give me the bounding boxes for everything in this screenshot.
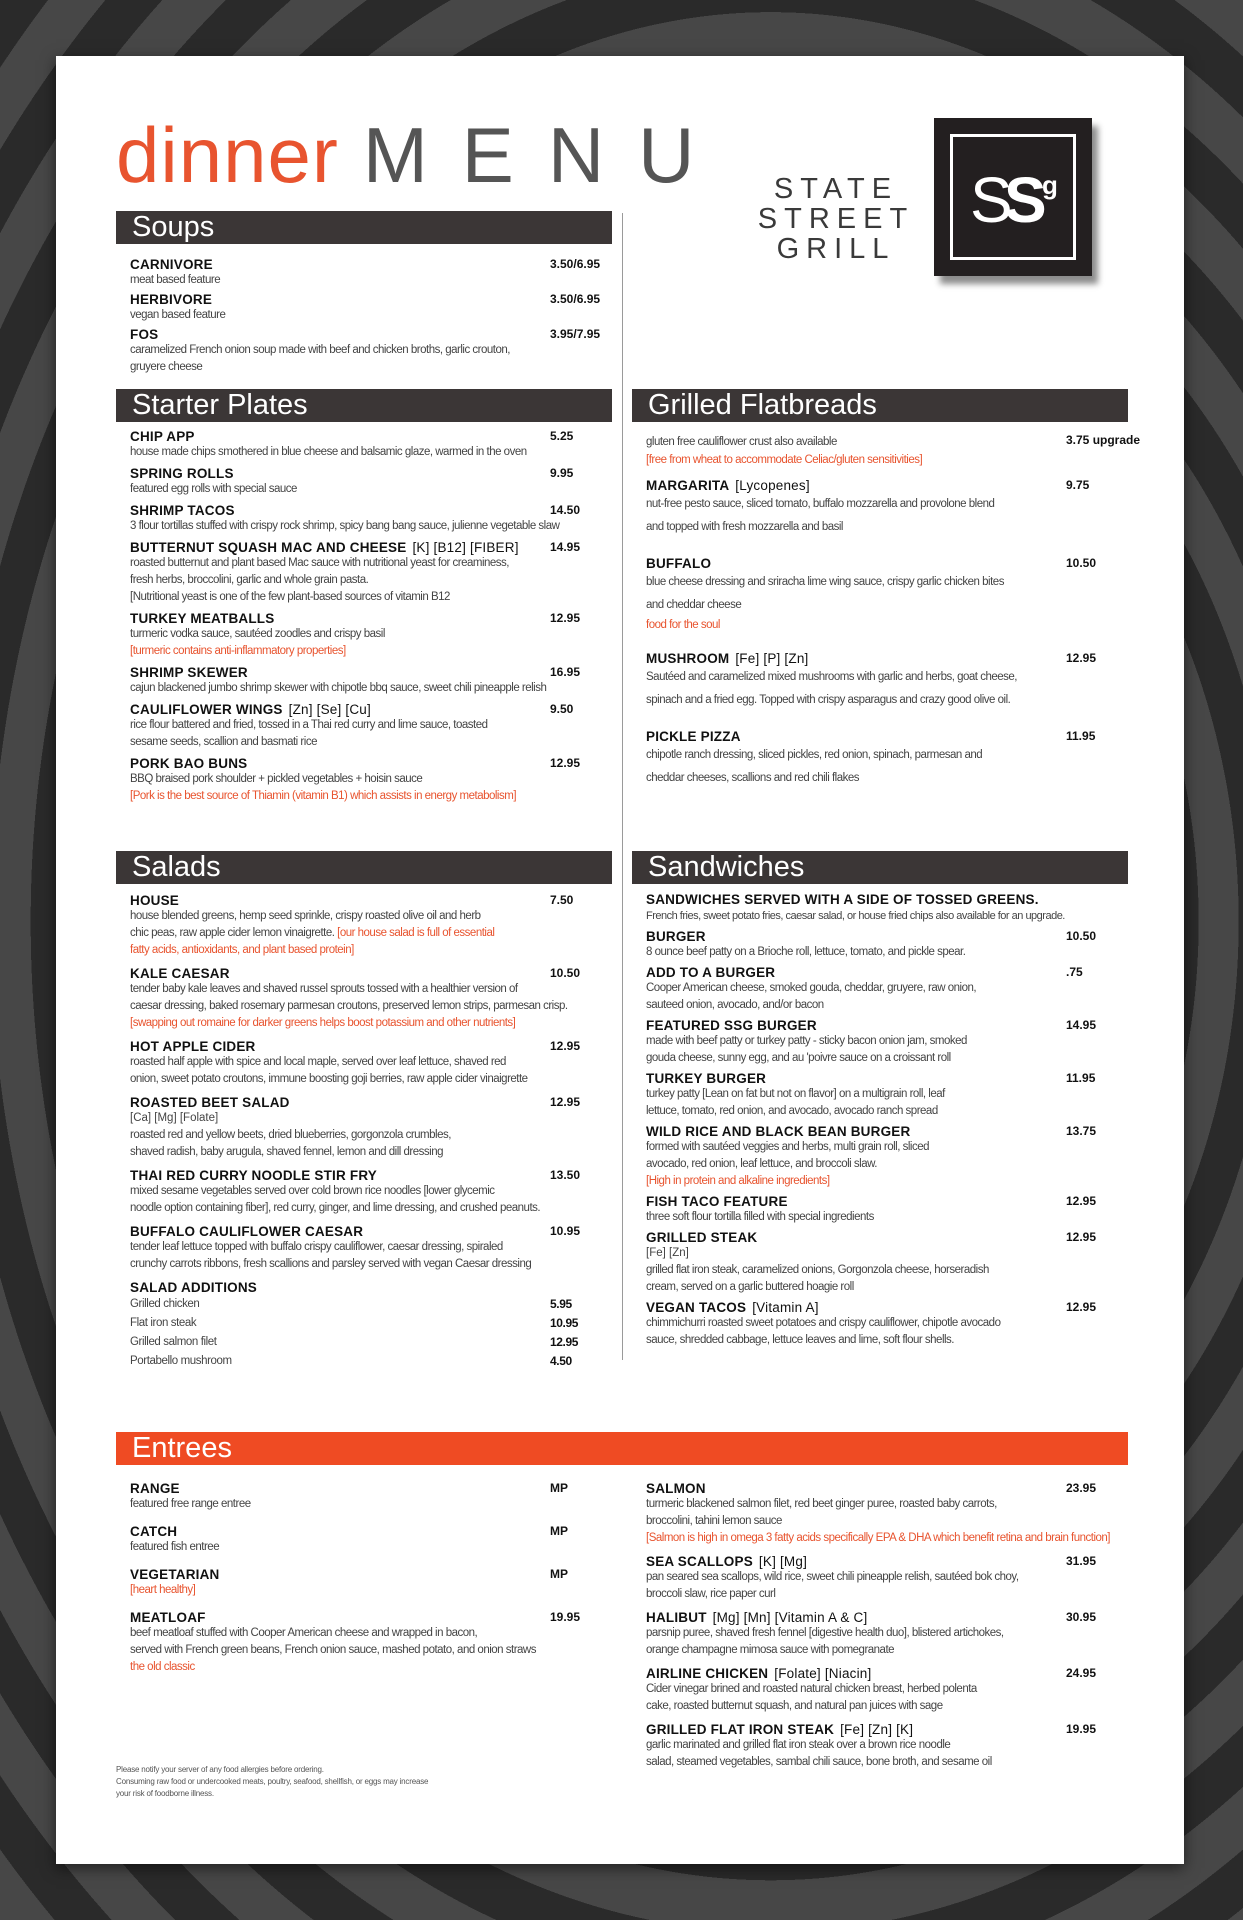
menu-item bbox=[130, 256, 600, 289]
item-price: 9.75 bbox=[1066, 478, 1090, 492]
item-price: 13.50 bbox=[550, 1168, 581, 1182]
item-nutrient-tags: [Vitamin A] bbox=[752, 1300, 819, 1315]
menu-item bbox=[130, 1566, 600, 1599]
item-description: meat based feature bbox=[130, 274, 221, 286]
item-name: RANGE bbox=[130, 1481, 180, 1496]
item-health-note: [free from wheat to accommodate Celiac/gluten sensitivities] bbox=[646, 454, 923, 466]
menu-item-header bbox=[646, 928, 1126, 944]
item-description: house made chips smothered in blue cheese and balsamic glaze, warmed in the oven bbox=[130, 446, 527, 458]
ssg-logo bbox=[934, 118, 1092, 276]
item-description: roasted red and yellow beets, dried blueberries, gorgonzola crumbles, bbox=[130, 1129, 451, 1141]
item-name: PORK BAO BUNS bbox=[130, 756, 248, 771]
sandwich-intro-title: SANDWICHES SERVED WITH A SIDE OF TOSSED GREENS. bbox=[646, 892, 1039, 907]
item-description: and cheddar cheese bbox=[646, 599, 742, 611]
item-name: FEATURED SSG BURGER bbox=[646, 1018, 817, 1033]
item-price: 31.95 bbox=[1066, 1554, 1097, 1568]
item-health-note: [turmeric contains anti-inflammatory properties] bbox=[130, 645, 346, 657]
menu-item-header bbox=[646, 1193, 1126, 1209]
fine-print-line: Consuming raw food or undercooked meats, poultry, seafood, shellfish, or eggs may increase bbox=[116, 1777, 429, 1786]
item-health-note: [our house salad is full of essential bbox=[337, 927, 495, 939]
menu-item-header bbox=[130, 892, 600, 908]
menu-item-header bbox=[130, 1094, 600, 1110]
menu-item bbox=[646, 928, 1126, 961]
menu-item bbox=[130, 465, 600, 498]
item-name: SHRIMP SKEWER bbox=[130, 665, 248, 680]
item-price: 12.95 bbox=[550, 1095, 581, 1109]
item-name: MARGARITA bbox=[646, 478, 730, 493]
item-description: vegan based feature bbox=[130, 309, 226, 321]
item-description: pan seared sea scallops, wild rice, sweet chili pineapple relish, sautéed bok choy, bbox=[646, 1571, 1019, 1583]
item-nutrient-tags: [Mg] [Mn] [Vitamin A & C] bbox=[712, 1610, 868, 1625]
item-name: BURGER bbox=[646, 929, 706, 944]
item-description: spinach and a fried egg. Topped with crispy asparagus and crazy good olive oil. bbox=[646, 694, 1011, 706]
menu-item bbox=[130, 428, 600, 461]
item-description: avocado, red onion, leaf lettuce, and broccoli slaw. bbox=[646, 1158, 877, 1170]
item-price: 11.95 bbox=[1066, 1071, 1096, 1085]
item-name: SALMON bbox=[646, 1481, 706, 1496]
column-divider bbox=[622, 213, 623, 1360]
item-health-note: [Pork is the best source of Thiamin (vitamin B1) which assists in energy metabolism] bbox=[130, 790, 517, 802]
item-description: fresh herbs, broccolini, garlic and whole grain pasta. bbox=[130, 574, 369, 586]
item-price: 12.95 bbox=[550, 1039, 581, 1053]
menu-item bbox=[130, 539, 600, 606]
item-description: Sautéed and caramelized mixed mushrooms with garlic and herbs, goat cheese, bbox=[646, 671, 1017, 683]
menu-title-menu: MENU bbox=[362, 111, 729, 199]
item-description: served with French green beans, French onion sauce, mashed potato, and onion straws bbox=[130, 1644, 536, 1656]
item-health-note: [heart healthy] bbox=[130, 1584, 196, 1596]
flatbreads-list bbox=[646, 432, 1141, 806]
item-price: 5.25 bbox=[550, 429, 574, 443]
item-price: 14.95 bbox=[1066, 1018, 1097, 1032]
menu-item-header bbox=[130, 1167, 600, 1183]
item-nutrient-tags: [Fe] [Zn] bbox=[646, 1247, 689, 1259]
menu-item-header bbox=[130, 1609, 600, 1625]
item-description: onion, sweet potato croutons, immune boosting goji berries, raw apple cider vinaigrette bbox=[130, 1073, 528, 1085]
item-nutrient-tags: [K] [Mg] bbox=[758, 1554, 808, 1569]
item-name: TURKEY MEATBALLS bbox=[130, 611, 275, 626]
addition-price: 5.95 bbox=[550, 1297, 572, 1311]
item-description: made with beef patty or turkey patty - sticky bacon onion jam, smoked bbox=[646, 1035, 967, 1047]
item-name: GRILLED FLAT IRON STEAK bbox=[646, 1722, 835, 1737]
item-name: SPRING ROLLS bbox=[130, 466, 234, 481]
item-description: chimmichurri roasted sweet potatoes and crispy cauliflower, chipotle avocado bbox=[646, 1317, 1001, 1329]
menu-item-header bbox=[646, 1553, 1126, 1569]
menu-item bbox=[646, 1299, 1126, 1349]
menu-item-header bbox=[130, 701, 600, 717]
item-name: SEA SCALLOPS bbox=[646, 1554, 753, 1569]
menu-item-header bbox=[646, 1665, 1126, 1681]
section-header-flatbreads: Grilled Flatbreads bbox=[632, 389, 1128, 422]
item-description: orange champagne mimosa sauce with pomegranate bbox=[646, 1644, 895, 1656]
menu-item bbox=[130, 502, 600, 535]
item-description: turkey patty [Lean on fat but not on flavor] on a multigrain roll, leaf bbox=[646, 1088, 945, 1100]
item-price: 10.50 bbox=[1066, 556, 1097, 570]
item-description: roasted butternut and plant based Mac sauce with nutritional yeast for creaminess, bbox=[130, 557, 509, 569]
item-name: MEATLOAF bbox=[130, 1610, 206, 1625]
menu-item bbox=[130, 755, 600, 805]
menu-item bbox=[646, 1721, 1126, 1771]
menu-item bbox=[646, 1123, 1126, 1190]
item-name: CHIP APP bbox=[130, 429, 195, 444]
item-price: 12.95 bbox=[1066, 651, 1097, 665]
item-description: broccolini, tahini lemon sauce bbox=[646, 1515, 782, 1527]
item-description: featured fish entree bbox=[130, 1541, 220, 1553]
item-price: 12.95 bbox=[550, 756, 581, 770]
item-description: cajun blackened jumbo shrimp skewer with chipotle bbq sauce, sweet chili pineapple relish bbox=[130, 682, 547, 694]
item-description: BBQ braised pork shoulder + pickled vegetables + hoisin sauce bbox=[130, 773, 423, 785]
item-name: CAULIFLOWER WINGS bbox=[130, 702, 283, 717]
item-name: GRILLED STEAK bbox=[646, 1230, 758, 1245]
menu-item-header bbox=[130, 1279, 600, 1295]
item-name: FISH TACO FEATURE bbox=[646, 1194, 788, 1209]
item-health-note: the old classic bbox=[130, 1661, 195, 1673]
item-price: 10.50 bbox=[550, 966, 581, 980]
menu-item bbox=[646, 1193, 1126, 1226]
item-price: 12.95 bbox=[1066, 1230, 1097, 1244]
item-description: turmeric vodka sauce, sautéed zoodles and crispy basil bbox=[130, 628, 385, 640]
item-price: 19.95 bbox=[1066, 1722, 1097, 1736]
item-description: gouda cheese, sunny egg, and au 'poivre sauce on a croissant roll bbox=[646, 1052, 951, 1064]
menu-item-header bbox=[646, 964, 1126, 980]
item-price: 14.95 bbox=[550, 540, 581, 554]
salad-additions bbox=[130, 1279, 600, 1371]
restaurant-name-line3: GRILL bbox=[776, 233, 896, 265]
item-name: AIRLINE CHICKEN bbox=[646, 1666, 769, 1681]
starters-list bbox=[130, 428, 600, 809]
item-price: 23.95 bbox=[1066, 1481, 1097, 1495]
item-price: 30.95 bbox=[1066, 1610, 1097, 1624]
menu-item bbox=[130, 1167, 600, 1217]
item-description: [Nutritional yeast is one of the few plant-based sources of vitamin B12 bbox=[130, 591, 450, 603]
addition-price: 4.50 bbox=[550, 1354, 572, 1368]
menu-item bbox=[646, 728, 1126, 790]
item-description: 8 ounce beef patty on a Brioche roll, lettuce, tomato, and pickle spear. bbox=[646, 946, 966, 958]
item-price: 3.95/7.95 bbox=[550, 327, 601, 341]
menu-item-header bbox=[130, 1566, 600, 1582]
item-description: sauteed onion, avocado, and/or bacon bbox=[646, 999, 824, 1011]
menu-item bbox=[646, 1609, 1126, 1659]
menu-item-header bbox=[130, 610, 600, 626]
item-description: crunchy carrots ribbons, fresh scallions and parsley served with vegan Caesar dressing bbox=[130, 1258, 532, 1270]
item-price: 16.95 bbox=[550, 665, 581, 679]
restaurant-name-line2: STREET bbox=[757, 203, 915, 235]
menu-item-header bbox=[646, 1017, 1126, 1033]
menu-item-header bbox=[130, 755, 600, 771]
item-description: cake, roasted butternut squash, and natural pan juices with sage bbox=[646, 1700, 943, 1712]
menu-item-header bbox=[130, 291, 600, 307]
item-name: CATCH bbox=[130, 1524, 178, 1539]
item-price: 10.50 bbox=[1066, 929, 1097, 943]
item-name: MUSHROOM bbox=[646, 651, 730, 666]
item-health-note: [Salmon is high in omega 3 fatty acids specifically EPA & DHA which benefit retina and brain function] bbox=[646, 1532, 1111, 1544]
allergy-fine-print bbox=[116, 1764, 428, 1800]
item-price: MP bbox=[550, 1567, 568, 1581]
menu-item-header bbox=[646, 1480, 1126, 1496]
entrees-left-list bbox=[130, 1480, 600, 1686]
item-price: 7.50 bbox=[550, 893, 574, 907]
item-description: beef meatloaf stuffed with Cooper American cheese and wrapped in bacon, bbox=[130, 1627, 478, 1639]
menu-item bbox=[130, 664, 600, 697]
section-header-sandwiches: Sandwiches bbox=[632, 851, 1128, 884]
sandwich-intro bbox=[646, 892, 1126, 925]
menu-item-header bbox=[646, 1299, 1126, 1315]
item-price: 12.95 bbox=[1066, 1194, 1097, 1208]
menu-item-header bbox=[130, 1480, 600, 1496]
item-name: VEGETARIAN bbox=[130, 1567, 220, 1582]
item-description: cheddar cheeses, scallions and red chili flakes bbox=[646, 772, 860, 784]
sandwiches-list bbox=[646, 892, 1126, 1352]
gluten-free-option: gluten free cauliflower crust also available bbox=[646, 436, 837, 448]
item-name: PICKLE PIZZA bbox=[646, 729, 741, 744]
menu-item-header bbox=[130, 256, 600, 272]
item-nutrient-tags: [Fe] [Zn] [K] bbox=[840, 1722, 914, 1737]
item-description: Cooper American cheese, smoked gouda, cheddar, gruyere, raw onion, bbox=[646, 982, 977, 994]
item-description: chipotle ranch dressing, sliced pickles, red onion, spinach, parmesan and bbox=[646, 749, 983, 761]
item-price: 13.75 bbox=[1066, 1124, 1097, 1138]
item-description: roasted half apple with spice and local maple, served over leaf lettuce, shaved red bbox=[130, 1056, 506, 1068]
sandwich-intro-desc: French fries, sweet potato fries, caesar salad, or house fried chips also available for an upgrade. bbox=[646, 910, 1065, 922]
menu-item bbox=[646, 1229, 1126, 1296]
item-name: ADD TO A BURGER bbox=[646, 965, 776, 980]
menu-item-header bbox=[130, 965, 600, 981]
salads-list bbox=[130, 892, 600, 1371]
menu-item-header bbox=[646, 1229, 1126, 1245]
item-nutrient-tags: [Lycopenes] bbox=[735, 478, 810, 493]
addition-label: Portabello mushroom bbox=[130, 1355, 232, 1367]
menu-item-header bbox=[646, 477, 1126, 493]
item-health-note: food for the soul bbox=[646, 619, 720, 631]
item-price: 14.50 bbox=[550, 503, 581, 517]
item-description: rice flour battered and fried, tossed in a Thai red curry and lime sauce, toasted bbox=[130, 719, 488, 731]
section-header-entrees: Entrees bbox=[116, 1432, 1128, 1465]
menu-page bbox=[56, 56, 1184, 1864]
item-description: shaved radish, baby arugula, shaved fennel, lemon and dill dressing bbox=[130, 1146, 443, 1158]
item-price: MP bbox=[550, 1481, 568, 1495]
item-name: KALE CAESAR bbox=[130, 966, 230, 981]
item-nutrient-tags: [Zn] [Se] [Cu] bbox=[288, 702, 371, 717]
item-price: 10.95 bbox=[550, 1224, 581, 1238]
flatbread-intro-row bbox=[646, 432, 1141, 452]
menu-item-header bbox=[130, 1523, 600, 1539]
item-description: noodle option containing fiber], red curry, ginger, and lime dressing, and crushed peanuts. bbox=[130, 1202, 541, 1214]
item-name: CARNIVORE bbox=[130, 257, 213, 272]
svg-text:g: g bbox=[1042, 170, 1058, 200]
menu-item bbox=[130, 1609, 600, 1676]
menu-item bbox=[130, 610, 600, 660]
menu-item bbox=[646, 1553, 1126, 1603]
item-name: HOUSE bbox=[130, 893, 180, 908]
menu-item bbox=[646, 1017, 1126, 1067]
menu-item-header bbox=[646, 650, 1126, 666]
item-nutrient-tags: [Folate] [Niacin] bbox=[774, 1666, 872, 1681]
menu-item bbox=[646, 555, 1126, 634]
item-name: SALAD ADDITIONS bbox=[130, 1280, 257, 1295]
item-price: 3.50/6.95 bbox=[550, 257, 601, 271]
item-name: WILD RICE AND BLACK BEAN BURGER bbox=[646, 1124, 911, 1139]
item-description: sauce, shredded cabbage, lettuce leaves and lime, soft flour shells. bbox=[646, 1334, 955, 1346]
menu-item bbox=[646, 1665, 1126, 1715]
section-header-salads: Salads bbox=[116, 851, 612, 884]
item-name: BUFFALO bbox=[646, 556, 712, 571]
item-description: cream, served on a garlic buttered hoagie roll bbox=[646, 1281, 854, 1293]
menu-item bbox=[130, 1038, 600, 1088]
section-header-starters: Starter Plates bbox=[116, 389, 612, 422]
menu-item bbox=[130, 701, 600, 751]
salad-addition-item bbox=[130, 1352, 600, 1371]
menu-item bbox=[646, 964, 1126, 1014]
item-price: 19.95 bbox=[550, 1610, 581, 1624]
fine-print-line: Please notify your server of any food allergies before ordering. bbox=[116, 1765, 324, 1774]
menu-item bbox=[130, 1523, 600, 1556]
item-description: blue cheese dressing and sriracha lime wing sauce, crispy garlic chicken bites bbox=[646, 576, 1004, 588]
item-price: MP bbox=[550, 1524, 568, 1538]
item-description: 3 flour tortillas stuffed with crispy rock shrimp, spicy bang bang sauce, julienne vegetable slaw bbox=[130, 520, 560, 532]
item-price: 11.95 bbox=[1066, 729, 1096, 743]
menu-item bbox=[130, 965, 600, 1032]
menu-item bbox=[130, 892, 600, 959]
menu-item-header bbox=[646, 728, 1126, 744]
item-description: turmeric blackened salmon filet, red beet ginger puree, roasted baby carrots, bbox=[646, 1498, 997, 1510]
menu-item-header bbox=[646, 555, 1126, 571]
menu-item bbox=[130, 1094, 600, 1161]
menu-item bbox=[646, 1070, 1126, 1120]
item-nutrient-tags: [Fe] [P] [Zn] bbox=[735, 651, 809, 666]
item-description: three soft flour tortilla filled with special ingredients bbox=[646, 1211, 874, 1223]
item-price: 24.95 bbox=[1066, 1666, 1097, 1680]
item-description: mixed sesame vegetables served over cold brown rice noodles [lower glycemic bbox=[130, 1185, 495, 1197]
item-description: formed with sautéed veggies and herbs, multi grain roll, sliced bbox=[646, 1141, 929, 1153]
svg-text:S: S bbox=[1004, 164, 1047, 236]
item-description: featured free range entree bbox=[130, 1498, 251, 1510]
salad-addition-item bbox=[130, 1314, 600, 1333]
item-health-note: [swapping out romaine for darker greens helps boost potassium and other nutrients] bbox=[130, 1017, 516, 1029]
item-health-note: fatty acids, antioxidants, and plant based protein] bbox=[130, 944, 354, 956]
menu-item-header bbox=[130, 326, 600, 342]
item-description: lettuce, tomato, red onion, and avocado, avocado ranch spread bbox=[646, 1105, 938, 1117]
section-header-soups: Soups bbox=[116, 211, 612, 244]
menu-item bbox=[646, 477, 1126, 539]
addition-label: Grilled salmon filet bbox=[130, 1336, 217, 1348]
item-description: salad, steamed vegetables, sambal chili sauce, bone broth, and sesame oil bbox=[646, 1756, 992, 1768]
menu-item bbox=[130, 1223, 600, 1273]
menu-item bbox=[130, 1480, 600, 1513]
item-price: 3.50/6.95 bbox=[550, 292, 601, 306]
item-price: 12.95 bbox=[550, 611, 581, 625]
ssg-logo-mark bbox=[934, 118, 1092, 276]
item-nutrient-tags: [K] [B12] [FIBER] bbox=[412, 540, 519, 555]
svg-text:S: S bbox=[970, 164, 1013, 236]
menu-title-dinner: dinner bbox=[116, 111, 339, 199]
item-description bbox=[130, 925, 600, 942]
item-description: garlic marinated and grilled flat iron steak over a brown rice noodle bbox=[646, 1739, 951, 1751]
restaurant-name-line1: STATE bbox=[773, 173, 899, 205]
menu-item bbox=[130, 291, 600, 324]
menu-item-header bbox=[646, 1721, 1126, 1737]
addition-price: 10.95 bbox=[550, 1316, 579, 1330]
item-description-part: chic peas, raw apple cider lemon vinaigrette. bbox=[130, 927, 338, 939]
item-name: VEGAN TACOS bbox=[646, 1300, 747, 1315]
menu-item-header bbox=[130, 1223, 600, 1239]
item-name: HERBIVORE bbox=[130, 292, 213, 307]
item-name: HOT APPLE CIDER bbox=[130, 1039, 256, 1054]
menu-item-header bbox=[130, 1038, 600, 1054]
menu-item bbox=[646, 1480, 1126, 1547]
item-name: THAI RED CURRY NOODLE STIR FRY bbox=[130, 1168, 378, 1183]
salad-addition-item bbox=[130, 1333, 600, 1352]
item-name: BUFFALO CAULIFLOWER CAESAR bbox=[130, 1224, 364, 1239]
item-description: sesame seeds, scallion and basmati rice bbox=[130, 736, 317, 748]
item-price: 9.95 bbox=[550, 466, 574, 480]
item-description: featured egg rolls with special sauce bbox=[130, 483, 297, 495]
item-name: FOS bbox=[130, 327, 159, 342]
item-description: caramelized French onion soup made with beef and chicken broths, garlic crouton, bbox=[130, 344, 510, 356]
gluten-free-price: 3.75 upgrade bbox=[1066, 433, 1141, 447]
item-name: SHRIMP TACOS bbox=[130, 503, 235, 518]
menu-item-header bbox=[130, 539, 600, 555]
item-health-note: [High in protein and alkaline ingredients] bbox=[646, 1175, 830, 1187]
entrees-right-list bbox=[646, 1480, 1126, 1777]
addition-price: 12.95 bbox=[550, 1335, 579, 1349]
item-description: Cider vinegar brined and roasted natural chicken breast, herbed polenta bbox=[646, 1683, 977, 1695]
item-description: tender baby kale leaves and shaved russel sprouts tossed with a healthier version of bbox=[130, 983, 518, 995]
item-name: ROASTED BEET SALAD bbox=[130, 1095, 290, 1110]
item-description: and topped with fresh mozzarella and basil bbox=[646, 521, 843, 533]
menu-item-header bbox=[130, 428, 600, 444]
menu-item bbox=[130, 326, 600, 376]
item-name: HALIBUT bbox=[646, 1610, 707, 1625]
item-description: tender leaf lettuce topped with buffalo crispy cauliflower, caesar dressing, spiraled bbox=[130, 1241, 503, 1253]
restaurant-name bbox=[736, 174, 936, 264]
item-description: nut-free pesto sauce, sliced tomato, buffalo mozzarella and provolone blend bbox=[646, 498, 995, 510]
menu-item-header bbox=[130, 664, 600, 680]
menu-item-header bbox=[130, 465, 600, 481]
addition-label: Grilled chicken bbox=[130, 1298, 200, 1310]
menu-item-header bbox=[646, 1123, 1126, 1139]
addition-label: Flat iron steak bbox=[130, 1317, 197, 1329]
menu-item-header bbox=[130, 502, 600, 518]
menu-item-header bbox=[646, 1609, 1126, 1625]
menu-title bbox=[116, 111, 729, 199]
salad-addition-item bbox=[130, 1295, 600, 1314]
item-price: 12.95 bbox=[1066, 1300, 1097, 1314]
item-nutrient-tags: [Ca] [Mg] [Folate] bbox=[130, 1112, 219, 1124]
item-name: TURKEY BURGER bbox=[646, 1071, 767, 1086]
item-price: .75 bbox=[1066, 965, 1083, 979]
item-description: caesar dressing, baked rosemary parmesan croutons, preserved lemon strips, parmesan crisp. bbox=[130, 1000, 568, 1012]
menu-item bbox=[646, 650, 1126, 712]
item-price: 9.50 bbox=[550, 702, 574, 716]
item-description: house blended greens, hemp seed sprinkle, crispy roasted olive oil and herb bbox=[130, 910, 481, 922]
flatbread-intro bbox=[646, 432, 1141, 469]
fine-print-line: your risk of foodborne illness. bbox=[116, 1789, 214, 1798]
item-name: BUTTERNUT SQUASH MAC AND CHEESE bbox=[130, 540, 407, 555]
soups-list bbox=[130, 256, 600, 378]
menu-item-header bbox=[646, 1070, 1126, 1086]
item-description: parsnip puree, shaved fresh fennel [digestive health duo], blistered artichokes, bbox=[646, 1627, 1004, 1639]
item-description: broccoli slaw, rice paper curl bbox=[646, 1588, 776, 1600]
item-description: gruyere cheese bbox=[130, 361, 203, 373]
item-description: grilled flat iron steak, caramelized onions, Gorgonzola cheese, horseradish bbox=[646, 1264, 989, 1276]
